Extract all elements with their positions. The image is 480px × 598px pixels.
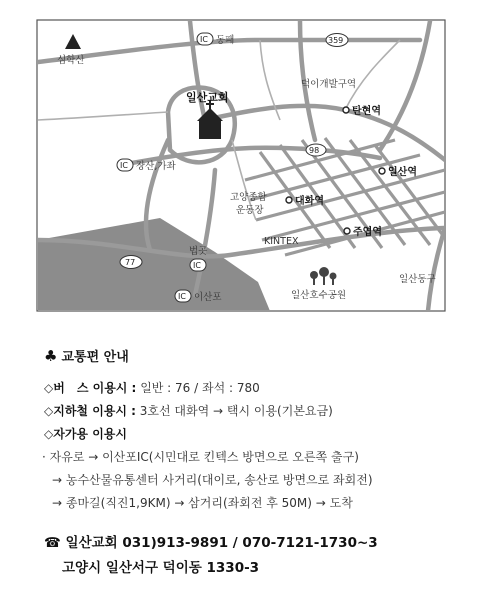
svg-text:77: 77	[125, 258, 136, 267]
route-359-badge	[326, 34, 348, 47]
station-daehwa-marker	[286, 197, 292, 203]
car-route-line1: · 자유로 → 이산포IC(시민대로 킨텍스 방면으로 오른쪽 출구)	[42, 450, 359, 464]
lake-park-label: 일산호수공원	[291, 290, 347, 301]
station-juyeop-marker	[344, 228, 350, 234]
svg-text:IC: IC	[178, 292, 186, 301]
ic-isanpo-badge	[175, 290, 191, 302]
directions-info	[44, 346, 464, 515]
route-98-badge	[306, 144, 326, 156]
diamond-icon: ◇	[44, 427, 54, 441]
stadium-label-line1: 고양종합	[230, 192, 267, 203]
car-route-line2: → 농수산물유통센터 사거리(대이로, 송산로 방면으로 좌회전)	[52, 473, 373, 487]
subway-info	[44, 400, 464, 423]
station-ilsan-label: 일산역	[388, 167, 417, 178]
diamond-icon: ◇	[44, 404, 54, 418]
bus-info	[44, 377, 464, 400]
address-line: 고양시 일산서구 덕이동 1330-3	[62, 560, 260, 576]
svg-text:98: 98	[309, 146, 320, 155]
subway-text: 3호선 대화역 → 택시 이용(기본요금)	[139, 404, 333, 418]
svg-text:IC: IC	[193, 261, 201, 270]
ic-beopgot-badge	[190, 259, 206, 271]
phone-icon: ☎	[44, 535, 61, 551]
diamond-icon: ◇	[44, 381, 54, 395]
kintex-label: KINTEX	[264, 236, 299, 247]
stadium-label-line2: 운동장	[236, 205, 264, 216]
station-deogi-label: 덕이개발구역	[301, 79, 357, 90]
car-label: 자가용 이용시	[53, 427, 127, 441]
ic-isanpo-label: 이산포	[194, 292, 222, 303]
station-tanhyeon-marker	[343, 107, 349, 113]
station-juyeop-label: 주엽역	[353, 227, 382, 238]
contact-block	[44, 531, 378, 581]
car-info	[44, 423, 464, 446]
directions-heading	[44, 346, 464, 365]
subway-label: 지하철 이용시 :	[53, 404, 136, 418]
church-label: 일산교회	[186, 91, 229, 104]
car-route-line3: → 종마길(직진1,9KM) → 삼거리(좌회전 후 50M) → 도착	[52, 496, 353, 510]
mountain-label: 심학산	[57, 55, 85, 66]
svg-text:IC: IC	[200, 35, 208, 44]
ilsan-dong-gu-label: 일산동구	[399, 274, 436, 285]
station-ilsan-marker	[379, 168, 385, 174]
bus-label: 버 스 이용시 :	[53, 381, 137, 395]
svg-text:IC: IC	[120, 161, 128, 170]
route-77-badge	[120, 256, 142, 269]
svg-text:359: 359	[328, 36, 344, 45]
phone-line: 일산교회 031)913-9891 / 070-7121-1730~3	[65, 535, 378, 551]
ic-beopgot-label: 법곳	[189, 246, 208, 257]
ic-jangsan-label: 장산,가좌	[136, 161, 176, 172]
phone-row	[44, 531, 378, 556]
bus-text: 일반 : 76 / 좌석 : 780	[140, 381, 260, 395]
station-tanhyeon-label: 탄현역	[352, 106, 381, 117]
station-daehwa-label: 대화역	[295, 196, 324, 207]
club-icon: ♣	[44, 346, 58, 365]
directions-title: 교통편 안내	[61, 350, 129, 365]
ic-dongpae-badge	[197, 33, 213, 45]
ic-dongpae-label: 동패	[216, 35, 235, 46]
ic-jangsan-badge	[117, 159, 133, 171]
